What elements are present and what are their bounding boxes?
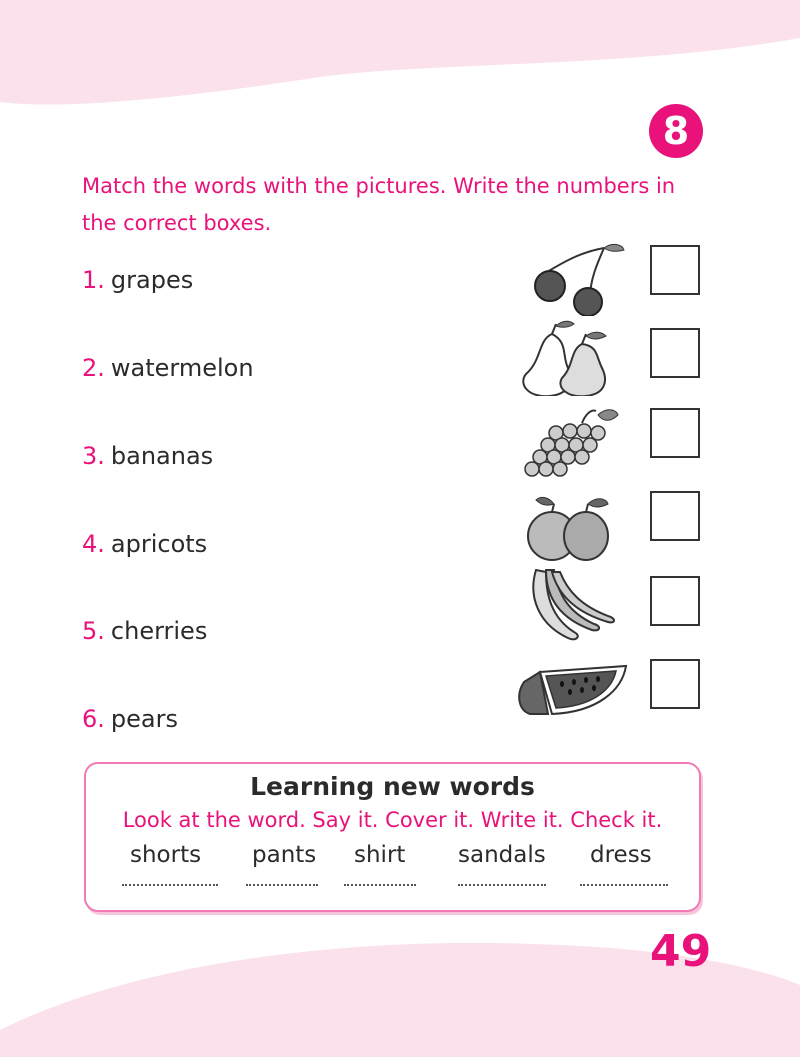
- answer-box[interactable]: [650, 659, 700, 709]
- word-number: 5.: [82, 617, 105, 645]
- instructions: Match the words with the pictures. Write the numbers in the correct boxes.: [82, 174, 676, 235]
- word-number: 4.: [82, 530, 105, 558]
- write-line[interactable]: [580, 884, 668, 886]
- page-number: 49: [650, 926, 712, 977]
- write-line[interactable]: [344, 884, 416, 886]
- word-number: 6.: [82, 705, 105, 733]
- write-line[interactable]: [246, 884, 318, 886]
- learning-new-words-box: [84, 762, 701, 912]
- answer-box[interactable]: [650, 408, 700, 458]
- watermelon-picture: [512, 660, 630, 736]
- word-item: [82, 354, 254, 382]
- write-line[interactable]: [122, 884, 218, 886]
- word-number: 1.: [82, 266, 105, 294]
- pears-picture: [512, 320, 630, 396]
- word-item: [82, 266, 193, 294]
- vocab-word: shorts: [130, 842, 202, 868]
- apricots-picture: [512, 490, 630, 566]
- vocab-word: sandals: [458, 842, 546, 868]
- bananas-picture: [512, 566, 630, 642]
- vocab-word: shirt: [354, 842, 406, 868]
- word-number: 2.: [82, 354, 105, 382]
- learning-instruction: Look at the word. Say it. Cover it. Write it. Check it.: [122, 808, 663, 832]
- answer-box[interactable]: [650, 245, 700, 295]
- word-item: [82, 617, 207, 645]
- exercise-number-badge: 8: [649, 104, 703, 158]
- word-label: pears: [110, 705, 178, 733]
- word-label: grapes: [110, 266, 194, 294]
- grapes-picture: [512, 403, 630, 479]
- word-item: [82, 705, 178, 733]
- word-label: cherries: [110, 617, 208, 645]
- word-item: [82, 530, 207, 558]
- word-label: apricots: [110, 530, 208, 558]
- vocab-word: dress: [590, 842, 652, 868]
- cherries-picture: [512, 240, 630, 316]
- word-label: watermelon: [110, 354, 254, 382]
- learning-title: Learning new words: [250, 772, 535, 801]
- vocab-word: pants: [252, 842, 317, 868]
- word-number: 3.: [82, 442, 105, 470]
- answer-box[interactable]: [650, 491, 700, 541]
- answer-box[interactable]: [650, 576, 700, 626]
- answer-box[interactable]: [650, 328, 700, 378]
- write-line[interactable]: [458, 884, 546, 886]
- word-item: [82, 442, 213, 470]
- word-label: bananas: [110, 442, 214, 470]
